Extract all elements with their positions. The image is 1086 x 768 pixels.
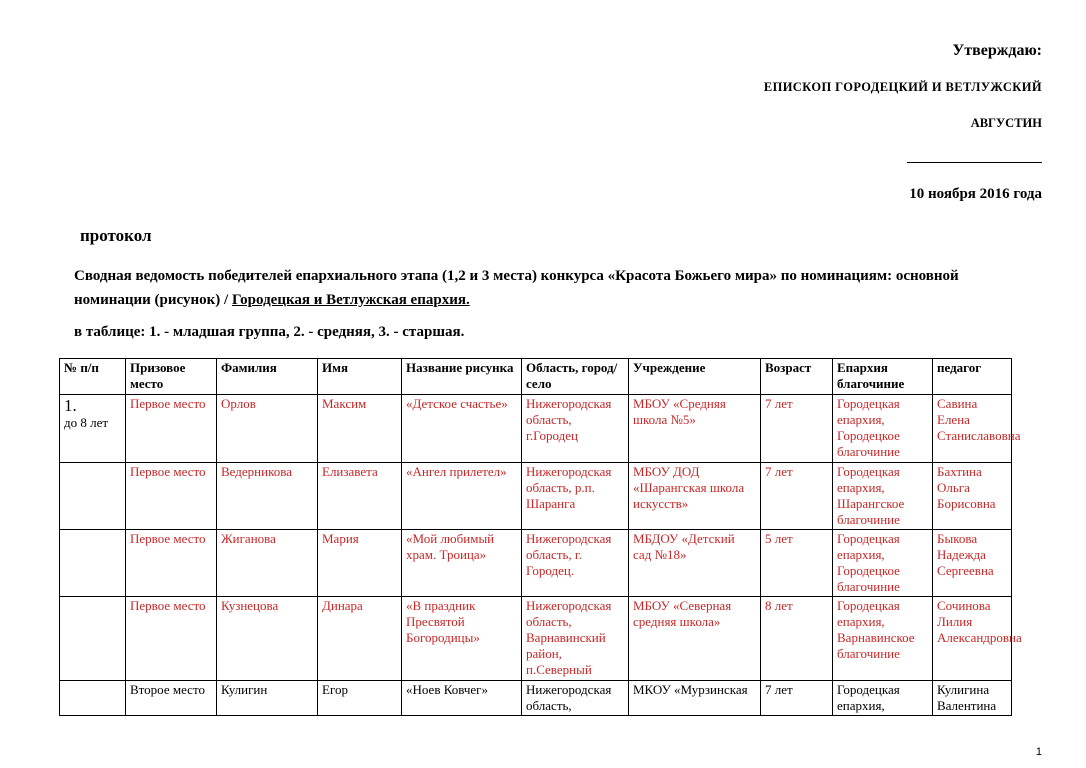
age-cell: 8 лет xyxy=(761,597,833,681)
page-number: 1 xyxy=(1035,746,1042,758)
group-age: до 8 лет xyxy=(64,415,109,430)
institution-cell: МБДОУ «Детский сад №18» xyxy=(629,530,761,597)
title-cell: «Ангел прилетел» xyxy=(402,463,522,530)
region-cell: Нижегородская область, Варнавинский район, п.Северный xyxy=(522,597,629,681)
header-cell: Название рисунка xyxy=(402,359,522,395)
teacher-cell: Савина Елена Станиславовна xyxy=(933,395,1012,463)
institution-cell: МБОУ ДОД «Шарангская школа искусств» xyxy=(629,463,761,530)
approval-title: Утверждаю: xyxy=(952,42,1042,59)
eparchy-cell: Городецкая епархия, Шарангское благочиние xyxy=(833,463,933,530)
eparchy-cell: Городецкая епархия, Городецкое благочиние xyxy=(833,530,933,597)
header-cell: Фамилия xyxy=(217,359,318,395)
surname-cell: Орлов xyxy=(217,395,318,463)
group-number: 1. xyxy=(64,396,77,415)
place-cell: Первое место xyxy=(126,395,217,463)
place-cell: Второе место xyxy=(126,681,217,716)
header-cell: Призовое место xyxy=(126,359,217,395)
eparchy-cell: Городецкая епархия, Городецкое благочиние xyxy=(833,395,933,463)
header-cell: Возраст xyxy=(761,359,833,395)
surname-cell: Кулигин xyxy=(217,681,318,716)
group-cell xyxy=(60,681,126,716)
age-cell: 7 лет xyxy=(761,681,833,716)
table-row xyxy=(60,530,1012,597)
table-header-row xyxy=(60,359,1012,395)
institution-cell: МБОУ «Средняя школа №5» xyxy=(629,395,761,463)
group-cell xyxy=(60,530,126,597)
header-cell: Учреждение xyxy=(629,359,761,395)
teacher-cell: Быкова Надежда Сергеевна xyxy=(933,530,1012,597)
summary-heading xyxy=(74,264,1014,312)
name-cell: Динара xyxy=(318,597,402,681)
teacher-cell: Бахтина Ольга Борисовна xyxy=(933,463,1012,530)
institution-cell: МКОУ «Мурзинская xyxy=(629,681,761,716)
title-cell: «Мой любимый храм. Троица» xyxy=(402,530,522,597)
region-cell: Нижегородская область, г.Городец xyxy=(522,395,629,463)
table-row xyxy=(60,463,1012,530)
header-cell: Область, город/село xyxy=(522,359,629,395)
title-cell: «В праздник Пресвятой Богородицы» xyxy=(402,597,522,681)
table-row xyxy=(60,395,1012,463)
approval-bishop: ЕПИСКОП ГОРОДЕЦКИЙ И ВЕТЛУЖСКИЙ xyxy=(763,80,1042,94)
summary-eparchy: Городецкая и Ветлужская епархия. xyxy=(231,292,470,308)
group-cell xyxy=(60,463,126,530)
teacher-cell: Кулигина Валентина xyxy=(933,681,1012,716)
header-cell: Епархия благочиние xyxy=(833,359,933,395)
surname-cell: Ведерникова xyxy=(217,463,318,530)
signature-line xyxy=(907,162,1042,163)
table-row xyxy=(60,597,1012,681)
name-cell: Елизавета xyxy=(318,463,402,530)
teacher-cell: Сочинова Лилия Александровна xyxy=(933,597,1012,681)
eparchy-cell: Городецкая епархия, Варнавинское благочиние xyxy=(833,597,933,681)
table-legend: в таблице: 1. - младшая группа, 2. - средняя, 3. - старшая. xyxy=(74,324,465,340)
age-cell: 5 лет xyxy=(761,530,833,597)
title-cell: «Ноев Ковчег» xyxy=(402,681,522,716)
region-cell: Нижегородская область, р.п. Шаранга xyxy=(522,463,629,530)
name-cell: Мария xyxy=(318,530,402,597)
summary-text: Сводная ведомость победителей епархиального этапа (1,2 и 3 места) конкурса «Красота Божьего мира» по номинациям: основной номинации (рисунок) / xyxy=(74,268,959,308)
header-cell: № п/п xyxy=(60,359,126,395)
place-cell: Первое место xyxy=(126,597,217,681)
group-cell xyxy=(60,395,126,463)
title-cell: «Детское счастье» xyxy=(402,395,522,463)
header-cell: Имя xyxy=(318,359,402,395)
approval-name: АВГУСТИН xyxy=(970,116,1042,130)
header-cell: педагог xyxy=(933,359,1012,395)
surname-cell: Кузнецова xyxy=(217,597,318,681)
age-cell: 7 лет xyxy=(761,395,833,463)
table-row xyxy=(60,681,1012,716)
protocol-title: протокол xyxy=(80,226,152,245)
institution-cell: МБОУ «Северная средняя школа» xyxy=(629,597,761,681)
eparchy-cell: Городецкая епархия, xyxy=(833,681,933,716)
results-table xyxy=(59,358,1022,716)
place-cell: Первое место xyxy=(126,463,217,530)
region-cell: Нижегородская область, г. Городец. xyxy=(522,530,629,597)
age-cell: 7 лет xyxy=(761,463,833,530)
group-cell xyxy=(60,597,126,681)
name-cell: Максим xyxy=(318,395,402,463)
approval-date: 10 ноября 2016 года xyxy=(909,186,1042,202)
surname-cell: Жиганова xyxy=(217,530,318,597)
place-cell: Первое место xyxy=(126,530,217,597)
name-cell: Егор xyxy=(318,681,402,716)
region-cell: Нижегородская область, xyxy=(522,681,629,716)
